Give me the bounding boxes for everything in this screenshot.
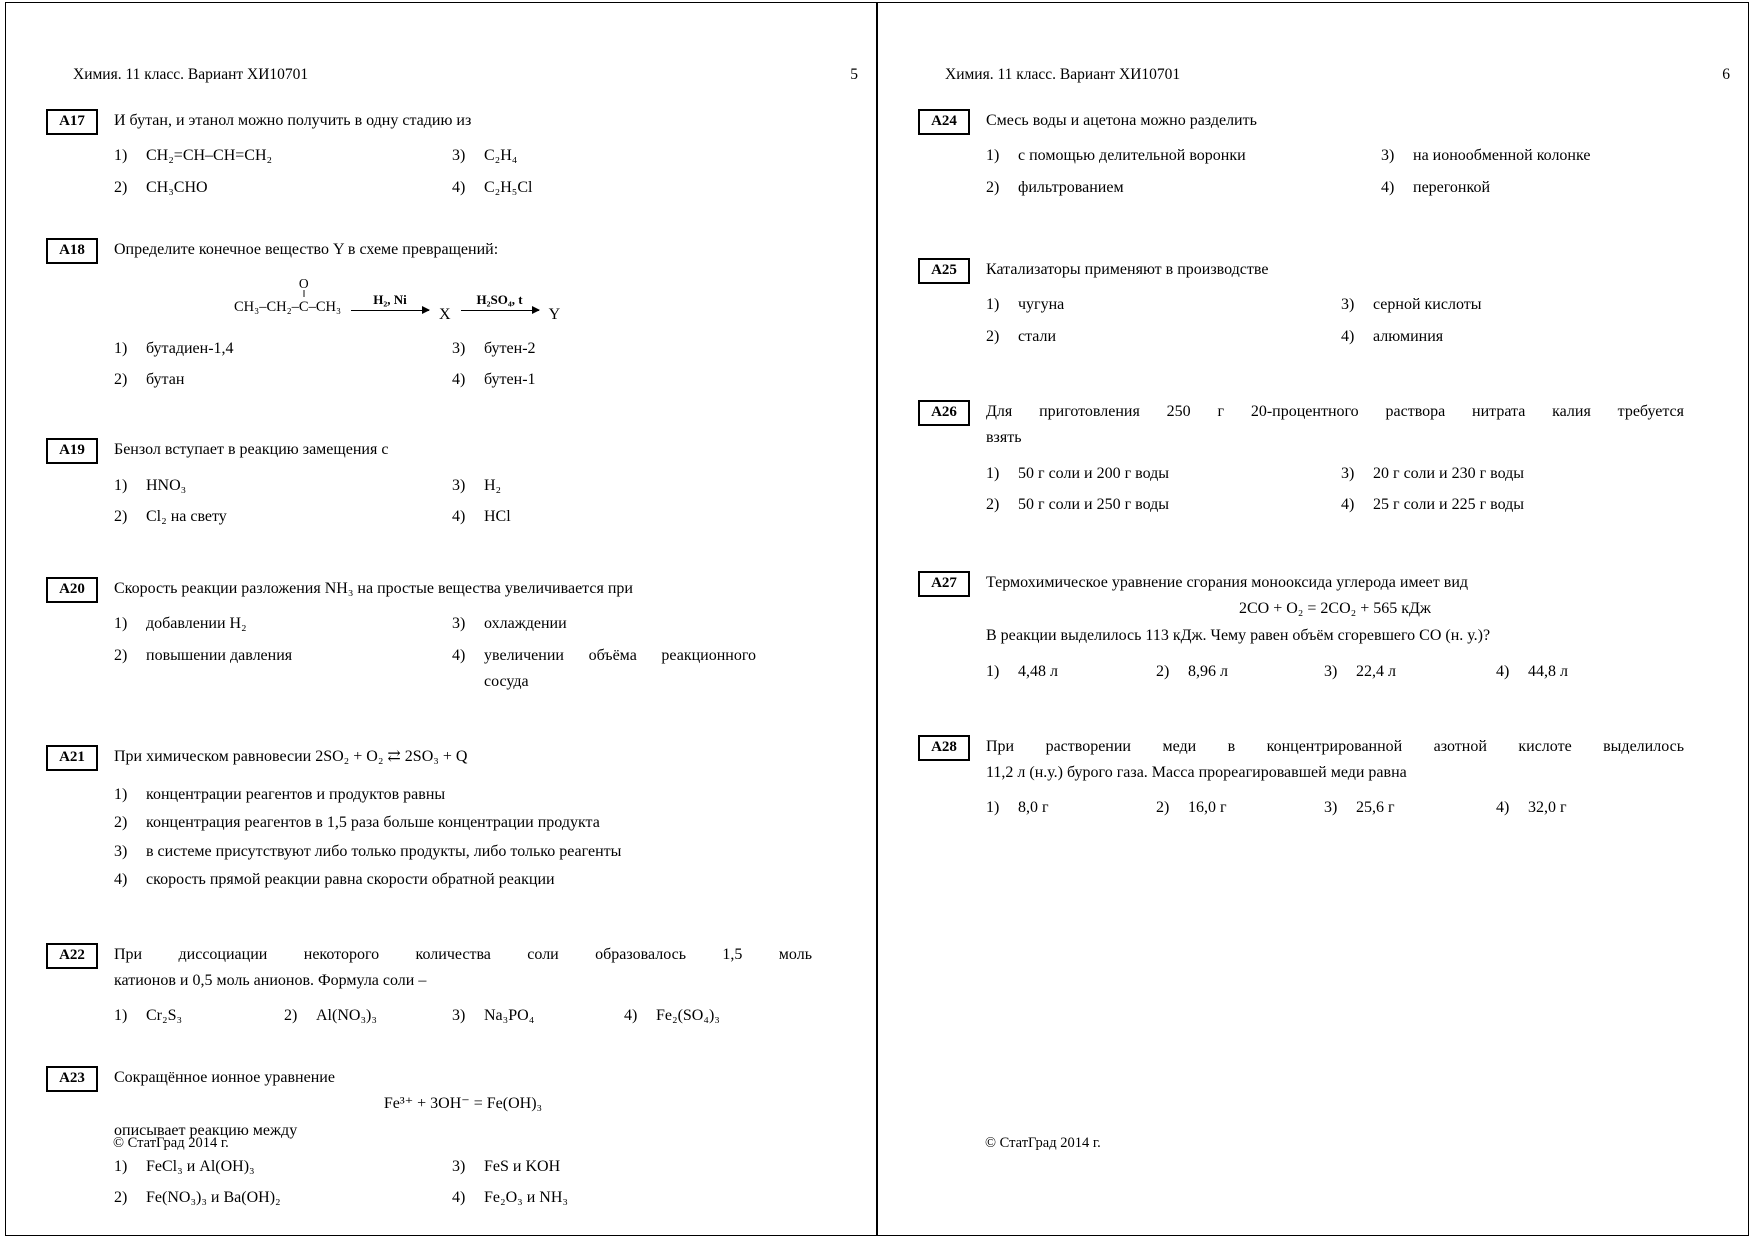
option-1: [114, 611, 452, 637]
question-text: При химическом равновесии 2SO₂ + O₂ ⇄ 2SO₃ + Q: [114, 748, 468, 766]
option-3: [452, 1003, 624, 1029]
option-3: [1341, 461, 1684, 487]
option-text: бутан: [146, 371, 185, 389]
option-2: [114, 504, 452, 530]
option-text: бутадиен-1,4: [146, 339, 234, 357]
option-3: [452, 611, 812, 637]
option-number: 1): [114, 1007, 128, 1025]
option-1: [114, 1003, 284, 1029]
options: [986, 461, 1684, 518]
options: [114, 143, 812, 200]
option-number: 1): [114, 615, 128, 633]
question-text: Смесь воды и ацетона можно разделить: [986, 111, 1257, 129]
option-number: 4): [114, 871, 128, 889]
option-text: серной кислоты: [1373, 296, 1482, 314]
page-number: 5: [850, 66, 858, 83]
options: [114, 782, 812, 893]
option-1: [114, 336, 452, 362]
option-number: 3): [114, 842, 128, 860]
option-1: [114, 1154, 452, 1180]
option-text: C₂H₄: [484, 147, 518, 165]
option-2: [114, 175, 452, 201]
question-label: A18: [46, 238, 98, 264]
question-a28: [918, 734, 1684, 821]
arrow-line-icon: [461, 310, 539, 311]
option-text: перегонкой: [1413, 178, 1491, 196]
option-1: [986, 143, 1381, 169]
question-body: [114, 237, 812, 393]
arrow-line-icon: [351, 310, 429, 311]
question-text-line1: При диссоциации некоторого количества соли образовалось 1,5 моль: [114, 946, 812, 964]
option-number: 3): [452, 339, 466, 357]
option-text: бутен-1: [484, 371, 536, 389]
reaction-arrow-2: [461, 293, 539, 311]
option-number: 3): [452, 147, 466, 165]
option-number: 4): [1341, 496, 1355, 514]
option-number: 1): [114, 476, 128, 494]
option-2: [114, 643, 452, 694]
option-number: 3): [452, 615, 466, 633]
reaction-arrow-1: [351, 293, 429, 311]
options: [114, 611, 812, 694]
option-1: [114, 782, 812, 808]
header-title: Химия. 11 класс. Вариант ХИ10701: [73, 66, 309, 83]
scheme-chain-left: CH₃–CH₂–: [234, 299, 299, 316]
options: [986, 292, 1684, 349]
option-text: 44,8 л: [1528, 662, 1568, 680]
page-6: [877, 2, 1749, 1236]
reaction-scheme: [234, 276, 812, 324]
option-2: [986, 492, 1341, 518]
option-3: [452, 473, 812, 499]
option-number: 1): [986, 464, 1000, 482]
option-number: 3): [452, 1007, 466, 1025]
carbonyl-oxygen: [299, 277, 309, 298]
question-a17: [46, 108, 812, 201]
option-text: 20 г соли и 230 г воды: [1373, 464, 1524, 482]
option-number: 4): [1496, 799, 1510, 817]
question-label: A24: [918, 109, 970, 135]
option-text: добавлении H₂: [146, 615, 247, 633]
question-a24: [918, 108, 1684, 201]
option-4: [452, 1185, 812, 1211]
option-text: FeCl₃ и Al(OH)₃: [146, 1157, 255, 1175]
option-3: [452, 336, 812, 362]
option-3: [452, 1154, 812, 1180]
question-text: Бензол вступает в реакцию замещения с: [114, 440, 389, 458]
option-text: 25,6 г: [1356, 799, 1395, 817]
option-4: [1496, 659, 1684, 685]
option-4: [1341, 324, 1684, 350]
option-text: Fe(NO₃)₃ и Ba(OH)₂: [146, 1189, 281, 1207]
footer-copyright: © СтатГрад 2014 г.: [113, 1134, 229, 1151]
option-number: 1): [986, 799, 1000, 817]
option-number: 4): [1496, 662, 1510, 680]
question-body: [114, 437, 812, 530]
option-4: [452, 504, 812, 530]
option-number: 4): [452, 178, 466, 196]
option-text: Fe₂O₃ и NH₃: [484, 1189, 568, 1207]
option-text: концентрации реагентов и продуктов равны: [146, 785, 446, 803]
option-3: [1324, 659, 1496, 685]
page-content: [878, 108, 1748, 821]
thermochemical-equation: 2CO + O₂ = 2CO₂ + 565 кДж: [1239, 600, 1431, 618]
question-a18: [46, 237, 812, 393]
question-label: A17: [46, 109, 98, 135]
option-number: 2): [114, 508, 128, 526]
options: [114, 473, 812, 530]
option-1: [986, 659, 1156, 685]
option-number: 4): [452, 1189, 466, 1207]
question-label: A26: [918, 400, 970, 426]
page-header: [73, 63, 876, 88]
option-number: 1): [114, 147, 128, 165]
option-text: HNO₃: [146, 476, 187, 494]
option-text: 50 г соли и 200 г воды: [1018, 464, 1169, 482]
option-3: [1381, 143, 1684, 169]
option-text: стали: [1018, 327, 1057, 345]
question-text: И бутан, и этанол можно получить в одну стадию из: [114, 111, 472, 129]
option-2: [986, 175, 1381, 201]
question-a26: [918, 399, 1684, 517]
options: [986, 659, 1684, 685]
question-body: [986, 108, 1684, 201]
option-number: 4): [452, 371, 466, 389]
option-3: [1341, 292, 1684, 318]
option-text: скорость прямой реакции равна скорости обратной реакции: [146, 871, 555, 889]
option-text: Cr₂S₃: [146, 1007, 183, 1025]
option-1: [986, 292, 1341, 318]
option-text: 8,0 г: [1018, 799, 1049, 817]
question-label: A21: [46, 745, 98, 771]
option-text: 16,0 г: [1188, 799, 1227, 817]
option-number: 2): [986, 327, 1000, 345]
question-a27: [918, 570, 1684, 684]
question-text: Определите конечное вещество Y в схеме превращений:: [114, 240, 499, 258]
question-body: [114, 744, 812, 896]
option-number: 1): [986, 296, 1000, 314]
option-number: 3): [1341, 296, 1355, 314]
double-bond: ‖: [302, 288, 306, 300]
question-text-line2: 11,2 л (н.у.) бурого газа. Масса прореагировавшей меди равна: [986, 763, 1407, 781]
option-4: [452, 175, 812, 201]
option-text: алюминия: [1373, 327, 1444, 345]
option-2: [114, 810, 812, 836]
page-content: [6, 108, 876, 1211]
option-2: [284, 1003, 452, 1029]
option-number: 1): [986, 147, 1000, 165]
option-4: [624, 1003, 812, 1029]
options: [986, 795, 1684, 821]
question-label: A22: [46, 943, 98, 969]
option-text: 4,48 л: [1018, 662, 1058, 680]
question-text: Скорость реакции разложения NH₃ на простые вещества увеличивается при: [114, 579, 633, 597]
question-label: A25: [918, 258, 970, 284]
option-4: [452, 367, 812, 393]
option-number: 3): [452, 476, 466, 494]
option-number: 3): [1341, 464, 1355, 482]
option-1: [114, 143, 452, 169]
option-4: [114, 867, 812, 893]
arrow-condition: H₂SO₄, t: [476, 292, 523, 308]
option-text: CH₂=CH–CH=CH₂: [146, 147, 273, 165]
question-text-line1: При растворении меди в концентрированной азотной кислоте выделилось: [986, 738, 1684, 756]
option-text: повышении давления: [146, 646, 293, 664]
question-text-2: описывает реакцию между: [114, 1122, 298, 1140]
option-number: 2): [1156, 662, 1170, 680]
oxygen-atom: O: [298, 276, 309, 292]
carbonyl-group: [298, 276, 309, 319]
question-text-line1: Для приготовления 250 г 20-процентного раствора нитрата калия требуется: [986, 403, 1684, 421]
option-text: концентрация реагентов в 1,5 раза больше концентрации продукта: [146, 814, 600, 832]
question-a21: [46, 744, 812, 896]
option-number: 3): [1324, 799, 1338, 817]
option-text: FeS и KOH: [484, 1157, 561, 1175]
option-number: 4): [452, 508, 466, 526]
scheme-chain-right: –CH₃: [308, 299, 342, 316]
question-body: [986, 257, 1684, 350]
question-body: [114, 576, 812, 694]
option-text: в системе присутствуют либо только продукты, либо только реагенты: [146, 842, 622, 860]
question-text: Термохимическое уравнение сгорания монооксида углерода имеет вид: [986, 573, 1469, 591]
option-number: 2): [114, 646, 128, 664]
option-number: 2): [114, 178, 128, 196]
option-text: с помощью делительной воронки: [1018, 147, 1246, 165]
question-a25: [918, 257, 1684, 350]
option-number: 3): [1381, 147, 1395, 165]
arrow-condition: H₂, Ni: [373, 292, 407, 308]
option-text: H₂: [484, 476, 502, 494]
ionic-equation: Fe³⁺ + 3OH⁻ = Fe(OH)₃: [383, 1095, 543, 1113]
option-text: 8,96 л: [1188, 662, 1228, 680]
question-text: Катализаторы применяют в производстве: [986, 260, 1269, 278]
option-text: 50 г соли и 250 г воды: [1018, 496, 1169, 514]
option-number: 2): [284, 1007, 298, 1025]
option-text: 22,4 л: [1356, 662, 1396, 680]
option-number: 2): [986, 178, 1000, 196]
options: [986, 143, 1684, 200]
footer-copyright: © СтатГрад 2014 г.: [985, 1134, 1101, 1151]
question-text-line2: катионов и 0,5 моль анионов. Формула соли –: [114, 971, 427, 989]
option-2: [114, 367, 452, 393]
question-a19: [46, 437, 812, 530]
option-1: [986, 795, 1156, 821]
product-y: Y: [548, 306, 561, 324]
option-number: 4): [1381, 178, 1395, 196]
option-number: 2): [114, 1189, 128, 1207]
option-text: Na₃PO₄: [484, 1007, 535, 1025]
option-text: охлаждении: [484, 615, 567, 633]
page-5: [5, 2, 877, 1236]
option-text: на ионообменной колонке: [1413, 147, 1591, 165]
option-2: [1156, 659, 1324, 685]
question-body: [114, 108, 812, 201]
option-4: [1381, 175, 1684, 201]
option-number: 2): [114, 371, 128, 389]
option-text: увеличении объёма реакционного сосуда: [484, 646, 756, 690]
options: [114, 336, 812, 393]
question-label: A28: [918, 735, 970, 761]
option-text: C₂H₅Cl: [484, 178, 533, 196]
option-number: 1): [114, 785, 128, 803]
options: [114, 1003, 812, 1029]
question-label: A23: [46, 1066, 98, 1092]
question-body: [114, 942, 812, 1029]
option-text: 25 г соли и 225 г воды: [1373, 496, 1524, 514]
question-label: A20: [46, 577, 98, 603]
option-4: [452, 643, 812, 694]
question-label: A27: [918, 571, 970, 597]
page-number: 6: [1722, 66, 1730, 83]
option-text: CH₃CHO: [146, 178, 208, 196]
option-number: 1): [114, 339, 128, 357]
option-2: [114, 1185, 452, 1211]
question-body: [986, 570, 1684, 684]
option-number: 4): [624, 1007, 638, 1025]
option-number: 3): [452, 1157, 466, 1175]
option-text: бутен-2: [484, 339, 536, 357]
page-header: [945, 63, 1748, 88]
option-number: 4): [1341, 327, 1355, 345]
option-3: [452, 143, 812, 169]
option-text: HCl: [484, 508, 511, 526]
carbon-atom: C: [298, 299, 309, 316]
header-title: Химия. 11 класс. Вариант ХИ10701: [945, 66, 1181, 83]
option-1: [114, 473, 452, 499]
question-a20: [46, 576, 812, 694]
option-2: [1156, 795, 1324, 821]
option-number: 2): [1156, 799, 1170, 817]
question-body: [986, 399, 1684, 517]
options: [114, 1154, 812, 1211]
intermediate-x: X: [439, 306, 451, 324]
option-number: 1): [114, 1157, 128, 1175]
option-number: 2): [986, 496, 1000, 514]
option-number: 2): [114, 814, 128, 832]
option-text: Cl₂ на свету: [146, 508, 227, 526]
option-3: [1324, 795, 1496, 821]
option-number: 1): [986, 662, 1000, 680]
option-text: Al(NO₃)₃: [316, 1007, 377, 1025]
option-text: фильтрованием: [1018, 178, 1124, 196]
question-body: [986, 734, 1684, 821]
option-text: Fe₂(SO₄)₃: [656, 1007, 720, 1025]
option-number: 4): [452, 646, 466, 664]
option-1: [986, 461, 1341, 487]
option-text: чугуна: [1018, 296, 1065, 314]
question-text-2: В реакции выделилось 113 кДж. Чему равен объём сгоревшего CO (н. у.)?: [986, 626, 1491, 644]
question-label: A19: [46, 438, 98, 464]
scheme-formula: [234, 276, 342, 319]
option-4: [1341, 492, 1684, 518]
option-2: [986, 324, 1341, 350]
option-text: 32,0 г: [1528, 799, 1567, 817]
option-3: [114, 839, 812, 865]
option-number: 3): [1324, 662, 1338, 680]
question-a22: [46, 942, 812, 1029]
question-text: Сокращённое ионное уравнение: [114, 1068, 335, 1086]
option-4: [1496, 795, 1684, 821]
question-text-line2: взять: [986, 428, 1022, 446]
